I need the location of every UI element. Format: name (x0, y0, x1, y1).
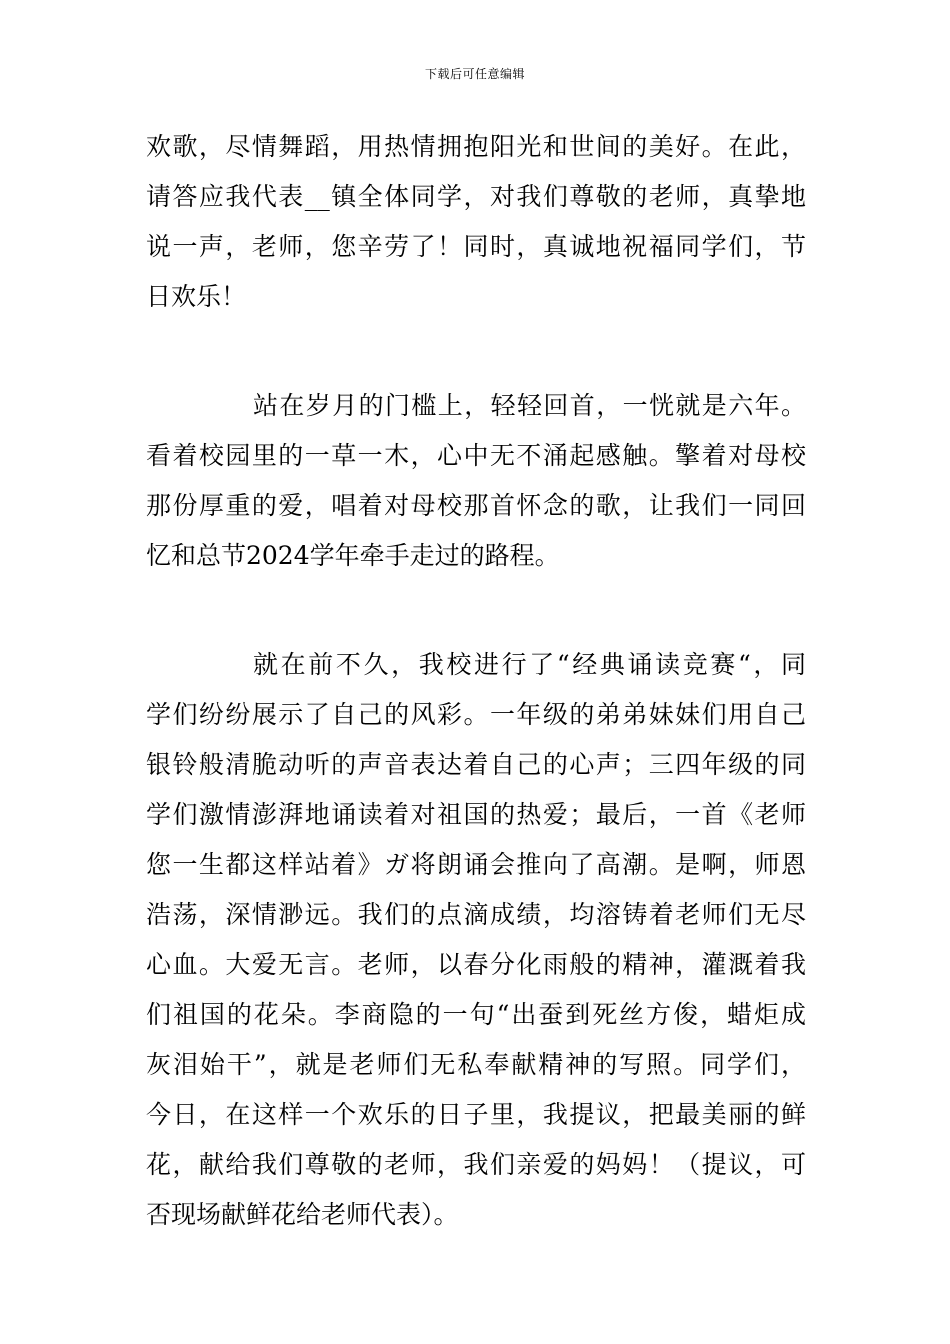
paragraph-line: 今日，在这样一个欢乐的日子里，我提议，把最美丽的鲜 (146, 1100, 806, 1129)
paragraph-1 (146, 122, 806, 322)
paragraph-2 (146, 381, 806, 581)
paragraph-line: 那份厚重的爱，唱着对母校那首怀念的歌，让我们一同回 (146, 491, 806, 520)
paragraph-line: 日欢乐！ (146, 282, 247, 311)
paragraph-line: 花，献给我们尊敬的老师，我们亲爱的妈妈！（提议，可 (146, 1150, 806, 1179)
paragraph-line: 说一声，老师，您辛劳了！同时，真诚地祝福同学们，节 (146, 232, 806, 261)
paragraph-line: 忆和总节2024学年牵手走过的路程。 (146, 541, 560, 570)
paragraph-line: 学们纷纷展示了自己的风彩。一年级的弟弟妹妹们用自己 (146, 700, 806, 729)
paragraph-line: 灰泪始干”，就是老师们无私奉献精神的写照。同学们， (146, 1050, 806, 1079)
paragraph-line: 站在岁月的门槛上，轻轻回首，一恍就是六年。 (253, 391, 806, 420)
paragraph-line: 欢歌，尽情舞蹈，用热情拥抱阳光和世间的美好。在此， (146, 132, 806, 161)
paragraph-3 (146, 640, 806, 1240)
paragraph-line: 看着校园里的一草一木，心中无不涌起感触。擎着对母校 (146, 441, 806, 470)
paragraph-line: 们祖国的花朵。李商隐的一句“出蚕到死丝方俊，蜡炬成 (146, 1000, 806, 1029)
paragraph-gap (146, 322, 806, 381)
paragraph-gap (146, 581, 806, 640)
paragraph-line: 否现场献鲜花给老师代表）。 (146, 1200, 459, 1229)
paragraph-line: 就在前不久，我校进行了“经典诵读竞赛“，同 (253, 650, 806, 679)
page-header: 下载后可任意编辑 (424, 67, 525, 81)
document-body (146, 122, 806, 1240)
paragraph-line: 浩荡，深情渺远。我们的点滴成绩，均溶铸着老师们无尽 (146, 900, 806, 929)
paragraph-line: 您一生都这样站着》ガ将朗诵会推向了高潮。是啊，师恩 (146, 850, 806, 879)
paragraph-line: 心血。大爱无言。老师，以春分化雨般的精神，灌溉着我 (146, 950, 806, 979)
paragraph-line: 学们激情澎湃地诵读着对祖国的热爱；最后，一首《老师 (146, 800, 806, 829)
paragraph-line: 银铃般清脆动听的声音表达着自己的心声；三四年级的同 (146, 750, 806, 779)
paragraph-line: 请答应我代表__镇全体同学，对我们尊敬的老师，真挚地 (146, 182, 806, 211)
